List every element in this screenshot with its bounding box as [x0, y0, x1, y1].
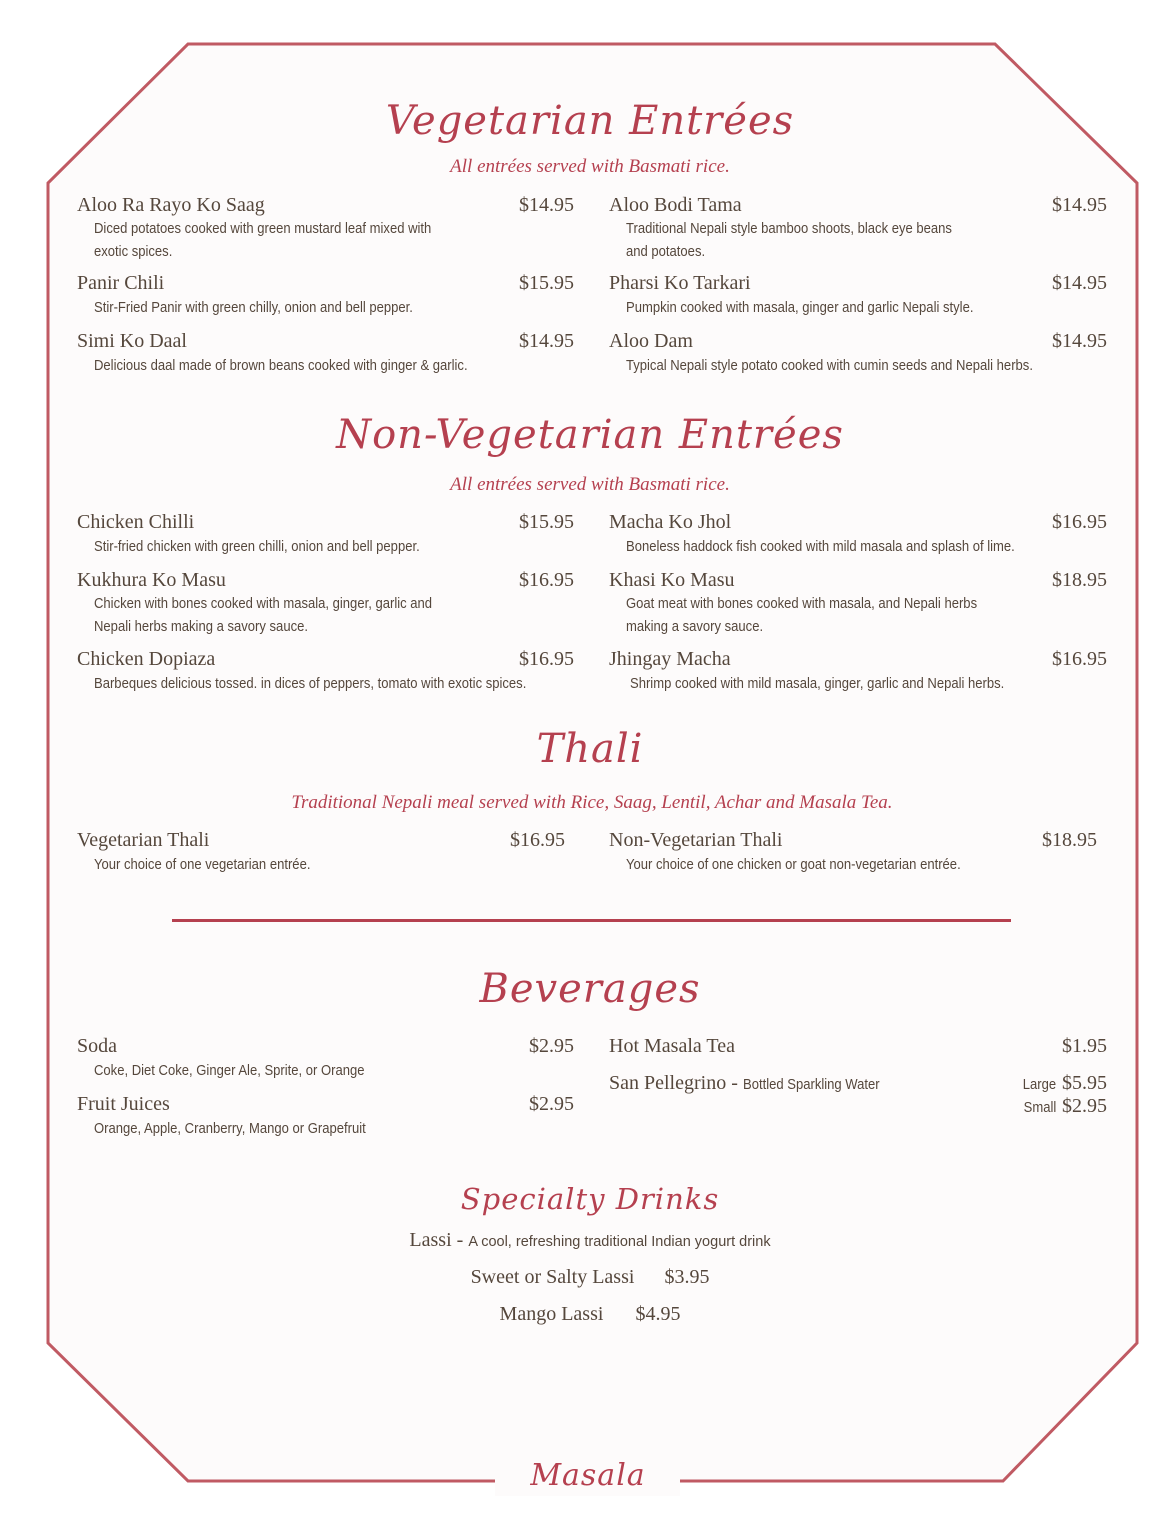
menu-item-name: Macha Ko Jhol: [609, 511, 732, 533]
menu-item-price: $16.95: [1052, 511, 1107, 533]
menu-item-price: $16.95: [510, 829, 565, 851]
menu-item-name: Chicken Chilli: [77, 511, 195, 533]
sweet-lassi-line: [0, 1266, 1170, 1289]
lassi-name: Lassi: [409, 1229, 452, 1251]
menu-item-description: Orange, Apple, Cranberry, Mango or Grapefruit: [94, 1121, 366, 1137]
menu-item-description: [94, 218, 526, 264]
pellegrino-large: [960, 1072, 1107, 1095]
nonveg-subtitle: All entrées served with Basmati rice.: [450, 474, 730, 495]
menu-item-price: $16.95: [1052, 648, 1107, 670]
menu-item-description: Typical Nepali style potato cooked with cumin seeds and Nepali herbs.: [626, 358, 1033, 374]
menu-item-description-line: and potatoes.: [626, 244, 706, 260]
pellegrino-name: San Pellegrino: [609, 1072, 727, 1094]
menu-item-price: $2.95: [529, 1093, 574, 1115]
menu-item-description: Stir-Fried Panir with green chilly, onion and bell pepper.: [94, 300, 413, 316]
menu-item-description-line: Goat meat with bones cooked with masala, and Nepali herbs: [626, 596, 978, 612]
menu-item-description: [626, 218, 1058, 264]
section-divider: [172, 919, 1011, 922]
menu-item-description: [626, 593, 1058, 639]
menu-item-name: Chicken Dopiaza: [77, 648, 216, 670]
pellegrino-separator: -: [726, 1072, 743, 1094]
menu-item-price: $1.95: [1062, 1035, 1107, 1057]
menu-item-description: Boneless haddock fish cooked with mild masala and splash of lime.: [626, 539, 1015, 555]
menu-item-description: Your choice of one vegetarian entrée.: [94, 857, 311, 873]
menu-item-name: Pharsi Ko Tarkari: [609, 272, 751, 294]
size-price: $2.95: [1062, 1095, 1107, 1117]
menu-item-description: Stir-fried chicken with green chilli, onion and bell pepper.: [94, 539, 420, 555]
menu-item-name: Soda: [77, 1035, 117, 1057]
lassi-line: [0, 1229, 1170, 1252]
menu-item-price: $18.95: [1052, 569, 1107, 591]
menu-item-name: Vegetarian Thali: [77, 829, 210, 851]
menu-item-description: Your choice of one chicken or goat non-vegetarian entrée.: [626, 857, 961, 873]
menu-item-price: $16.95: [519, 648, 574, 670]
menu-item-price: $14.95: [1052, 194, 1107, 216]
menu-item-name: Aloo Bodi Tama: [609, 194, 742, 216]
menu-item-name: Panir Chili: [77, 272, 165, 294]
menu-item-name: Sweet or Salty Lassi: [470, 1266, 635, 1288]
menu-item-description: Delicious daal made of brown beans cooked with ginger & garlic.: [94, 358, 468, 374]
menu-item-price: $14.95: [519, 194, 574, 216]
pellegrino-small: [960, 1095, 1107, 1118]
menu-item-price: $14.95: [1052, 330, 1107, 352]
menu-item-description: Pumpkin cooked with masala, ginger and garlic Nepali style.: [626, 300, 974, 316]
beverages-title: Beverages: [479, 966, 701, 1012]
menu-item-description-line: Diced potatoes cooked with green mustard leaf mixed with: [94, 221, 432, 237]
thali-subtitle: Traditional Nepali meal served with Rice, Saag, Lentil, Achar and Masala Tea.: [291, 792, 893, 813]
menu-item-name: Jhingay Macha: [609, 648, 731, 670]
lassi-separator: -: [451, 1229, 469, 1251]
menu-item-price: $15.95: [519, 511, 574, 533]
menu-item-description-line: making a savory sauce.: [626, 619, 764, 635]
vegetarian-title: Vegetarian Entrées: [385, 98, 795, 144]
lassi-description: A cool, refreshing traditional Indian yogurt drink: [468, 1234, 771, 1250]
menu-item-name: Fruit Juices: [77, 1093, 170, 1115]
footer-brand: Masala: [530, 1458, 646, 1493]
size-label: Large: [1022, 1077, 1056, 1093]
menu-item-description-line: Traditional Nepali style bamboo shoots, black eye beans: [626, 221, 952, 237]
specialty-title: Specialty Drinks: [460, 1182, 720, 1216]
menu-item-description: Shrimp cooked with mild masala, ginger, garlic and Nepali herbs.: [630, 676, 1005, 692]
menu-item-description-line: exotic spices.: [94, 244, 173, 260]
menu-item-description-line: Nepali herbs making a savory sauce.: [94, 619, 308, 635]
menu-item-price: $18.95: [1042, 829, 1097, 851]
menu-item-name: Aloo Dam: [609, 330, 693, 352]
menu-item-name: Kukhura Ko Masu: [77, 569, 226, 591]
menu-item-name: [609, 1072, 895, 1095]
menu-item-price: $14.95: [519, 330, 574, 352]
menu-item-name: Khasi Ko Masu: [609, 569, 735, 591]
menu-item-description: Barbeques delicious tossed. in dices of peppers, tomato with exotic spices.: [94, 676, 527, 692]
menu-item-price: $15.95: [519, 272, 574, 294]
vegetarian-subtitle: All entrées served with Basmati rice.: [450, 156, 730, 177]
menu-item-name: Aloo Ra Rayo Ko Saag: [77, 194, 265, 216]
menu-item-description: [94, 593, 526, 639]
size-price: $5.95: [1062, 1072, 1107, 1094]
menu-item-name: Mango Lassi: [499, 1303, 604, 1325]
menu-item-description-line: Chicken with bones cooked with masala, ginger, garlic and: [94, 596, 433, 612]
menu-item-name: Non-Vegetarian Thali: [609, 829, 783, 851]
menu-item-price: $2.95: [529, 1035, 574, 1057]
menu-item-price: $14.95: [1052, 272, 1107, 294]
pellegrino-description: Bottled Sparkling Water: [742, 1077, 880, 1093]
menu-item-price: $4.95: [635, 1303, 681, 1325]
menu-item-name: Simi Ko Daal: [77, 330, 187, 352]
thali-title: Thali: [536, 726, 644, 772]
menu-item-price: $3.95: [664, 1266, 710, 1288]
menu-item-price: $16.95: [519, 569, 574, 591]
menu-item-name: Hot Masala Tea: [609, 1035, 735, 1057]
mango-lassi-line: [0, 1303, 1170, 1326]
size-label: Small: [1023, 1100, 1056, 1116]
menu-item-description: Coke, Diet Coke, Ginger Ale, Sprite, or Orange: [94, 1063, 365, 1079]
nonveg-title: Non-Vegetarian Entrées: [336, 412, 844, 458]
